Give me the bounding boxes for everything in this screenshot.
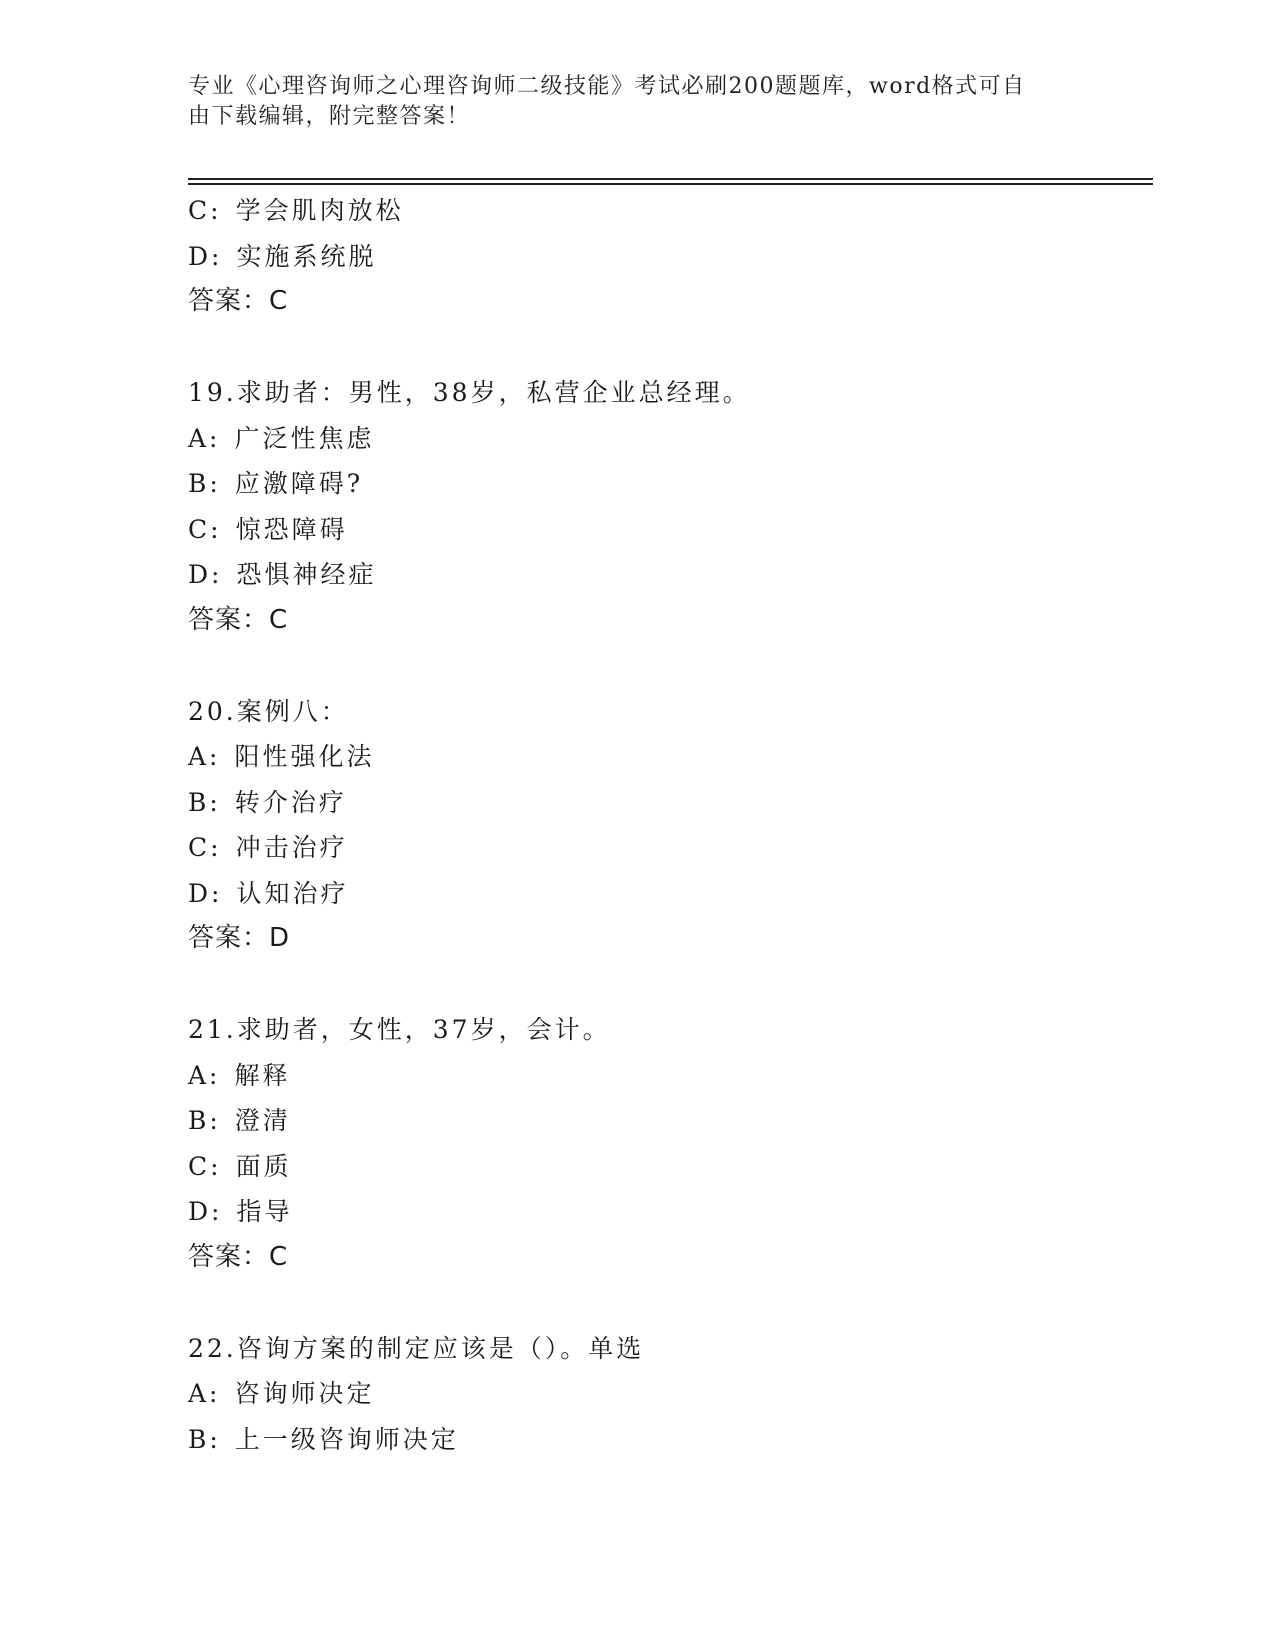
header-line-2: 由下载编辑，附完整答案！ [188,104,471,129]
option-letter: C: [188,833,222,862]
option-text: 应激障碍? [234,469,364,498]
option-c [188,825,1148,871]
question-number: 21. [188,1015,237,1044]
answer-label: 答案： [188,923,270,953]
answer-line [188,598,1148,644]
answer-value: D [269,923,291,953]
question-number: 22. [188,1333,237,1363]
option-c [188,188,1148,234]
option-text: 解释 [234,1060,291,1090]
option-letter: B: [188,1106,221,1135]
option-a [188,416,1148,462]
option-text: 转介治疗 [234,787,347,817]
option-letter: C: [188,196,222,225]
option-letter: A: [188,1060,221,1090]
option-letter: B: [188,787,221,817]
spacer [188,643,1148,689]
option-b [188,780,1148,826]
option-text: 阳性强化法 [234,742,375,771]
option-letter: D: [188,241,223,271]
option-d [188,552,1148,598]
option-b [188,1098,1148,1144]
header-divider-top [188,178,1153,180]
spacer [188,1280,1148,1326]
option-text: 学会肌肉放松 [235,196,404,225]
question-stem [188,1326,1148,1372]
question-text: 求助者：男性，38岁，私营企业总经理。 [236,378,751,407]
option-text: 广泛性焦虑 [234,423,375,453]
question-stem [188,370,1148,416]
option-d [188,234,1148,280]
option-b [188,1417,1148,1463]
option-text: 澄清 [234,1106,291,1135]
option-a [188,1371,1148,1417]
option-letter: C: [188,514,222,544]
option-d [188,871,1148,917]
option-d [188,1189,1148,1235]
option-text: 上一级咨询师决定 [234,1424,459,1454]
answer-label: 答案： [188,1241,270,1272]
option-letter: D: [188,560,223,589]
answer-line [188,916,1148,962]
question-stem [188,1007,1148,1053]
option-text: 冲击治疗 [235,833,348,862]
option-a [188,734,1148,780]
option-text: 恐惧神经症 [236,560,377,589]
answer-line [188,279,1148,325]
question-text: 咨询方案的制定应该是（）。单选 [236,1333,645,1363]
option-text: 面质 [235,1151,292,1181]
option-letter: D: [188,878,223,908]
header-line-1: 专业《心理咨询师之心理咨询师二级技能》考试必刷200题题库，word格式可自 [188,74,1026,99]
spacer [188,962,1148,1008]
option-letter: A: [188,1379,221,1408]
document-header [188,72,1068,132]
question-number: 20. [188,696,237,726]
option-b [188,461,1148,507]
question-stem [188,689,1148,735]
answer-label: 答案： [188,286,270,316]
option-text: 咨询师决定 [234,1379,375,1408]
question-text: 求助者，女性，37岁，会计。 [236,1015,611,1044]
spacer [188,325,1148,371]
option-text: 惊恐障碍 [235,514,348,544]
option-a [188,1053,1148,1099]
option-text: 认知治疗 [236,878,349,908]
option-c [188,1144,1148,1190]
answer-value: C [269,604,289,635]
option-letter: D: [188,1197,223,1226]
option-letter: B: [188,469,221,498]
option-text: 指导 [236,1197,293,1226]
answer-line [188,1235,1148,1281]
question-number: 19. [188,378,237,407]
option-letter: A: [188,423,221,453]
header-divider-bottom [188,183,1153,185]
option-letter: B: [188,1424,221,1454]
option-letter: A: [188,742,221,771]
option-c [188,507,1148,553]
question-text: 案例八： [236,696,349,726]
option-letter: C: [188,1151,222,1181]
option-text: 实施系统脱 [236,241,377,271]
question-list [188,188,1148,1462]
answer-value: C [269,286,289,316]
answer-value: C [269,1241,289,1272]
answer-label: 答案： [188,604,270,635]
